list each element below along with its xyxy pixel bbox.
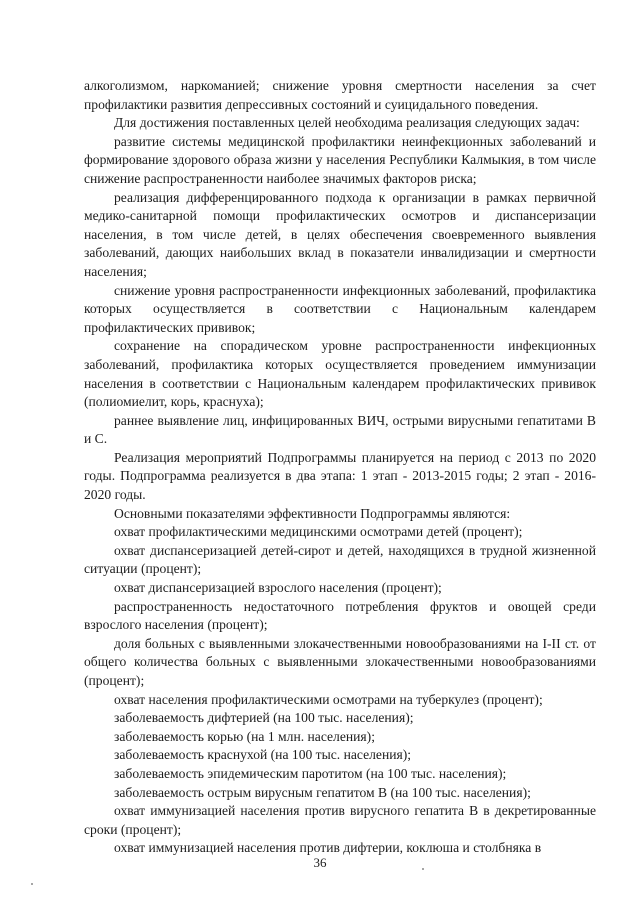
paragraph: охват профилактическими медицинскими осмотрами детей (процент); [114,524,523,540]
paragraph: сохранение на спорадическом уровне распространенности инфекционных заболеваний, профилактика которых осуществляется проведением иммунизации населения в соответствии с Национальным календарем профилактических прививок (полиомиелит, корь, краснуха); [84,338,596,410]
paragraph: распространенность недостаточного потребления фруктов и овощей среди взрослого населения (процент); [84,598,596,633]
paragraph: Реализация мероприятий Подпрограммы планируется на период с 2013 по 2020 годы. Подпрограмма реализуется в два этапа: 1 этап - 2013-2015 годы; 2 этап - 2016-2020 годы. [84,449,596,503]
paragraph: заболеваемость острым вирусным гепатитом В (на 100 тыс. населения); [114,784,531,800]
scan-speck [31,883,33,885]
paragraph: заболеваемость краснухой (на 100 тыс. населения); [114,747,412,763]
paragraph: заболеваемость дифтерией (на 100 тыс. населения); [114,710,414,726]
paragraph: раннее выявление лиц, инфицированных ВИЧ, острыми вирусными гепатитами В и С. [84,412,596,447]
paragraph: заболеваемость корью (на 1 млн. населения); [114,728,375,744]
paragraph: заболеваемость эпидемическим паротитом (на 100 тыс. населения); [114,765,507,781]
paragraph: охват диспансеризацией детей-сирот и детей, находящихся в трудной жизненной ситуации (процент); [84,542,596,577]
paragraph: развитие системы медицинской профилактики неинфекционных заболеваний и формирование здорового образа жизни у населения Республики Калмыкия, в том числе снижение распространенности наиболее значимых факторов риска; [84,133,596,186]
scan-speck [422,868,424,870]
body-text [84,77,596,858]
paragraph: снижение уровня распространенности инфекционных заболеваний, профилактика которых осуществляется в соответствии с Национальным календарем профилактических прививок; [84,282,596,335]
paragraph: реализация дифференцированного подхода к организации в рамках первичной медико-санитарной помощи профилактических осмотров и диспансеризации населения, в том числе детей, в целях обеспечения своевременного выявления заболеваний, дающих наибольших вклад в показатели инвалидизации и смертности населения; [84,189,596,279]
paragraph: охват иммунизацией населения против дифтерии, коклюша и столбняка в [114,840,542,856]
paragraph: алкоголизмом, наркоманией; снижение уровня смертности населения за счет профилактики развития депрессивных состояний и суицидального поведения. [84,78,596,112]
paragraph: охват населения профилактическими осмотрами на туберкулез (процент); [114,691,543,707]
paragraph: Основными показателями эффективности Подпрограммы являются: [114,505,511,521]
paragraph: Для достижения поставленных целей необходима реализация следующих задач: [114,115,580,131]
paragraph: охват диспансеризацией взрослого населения (процент); [114,580,442,596]
paragraph: доля больных с выявленными злокачественными новообразованиями на I-II ст. от общего количества больных с выявленными злокачественными новообразованиями (процент); [84,635,596,688]
page-number: 36 [313,855,327,870]
paragraph: охват иммунизацией населения против вирусного гепатита В в декретированные сроки (процент); [84,803,596,837]
